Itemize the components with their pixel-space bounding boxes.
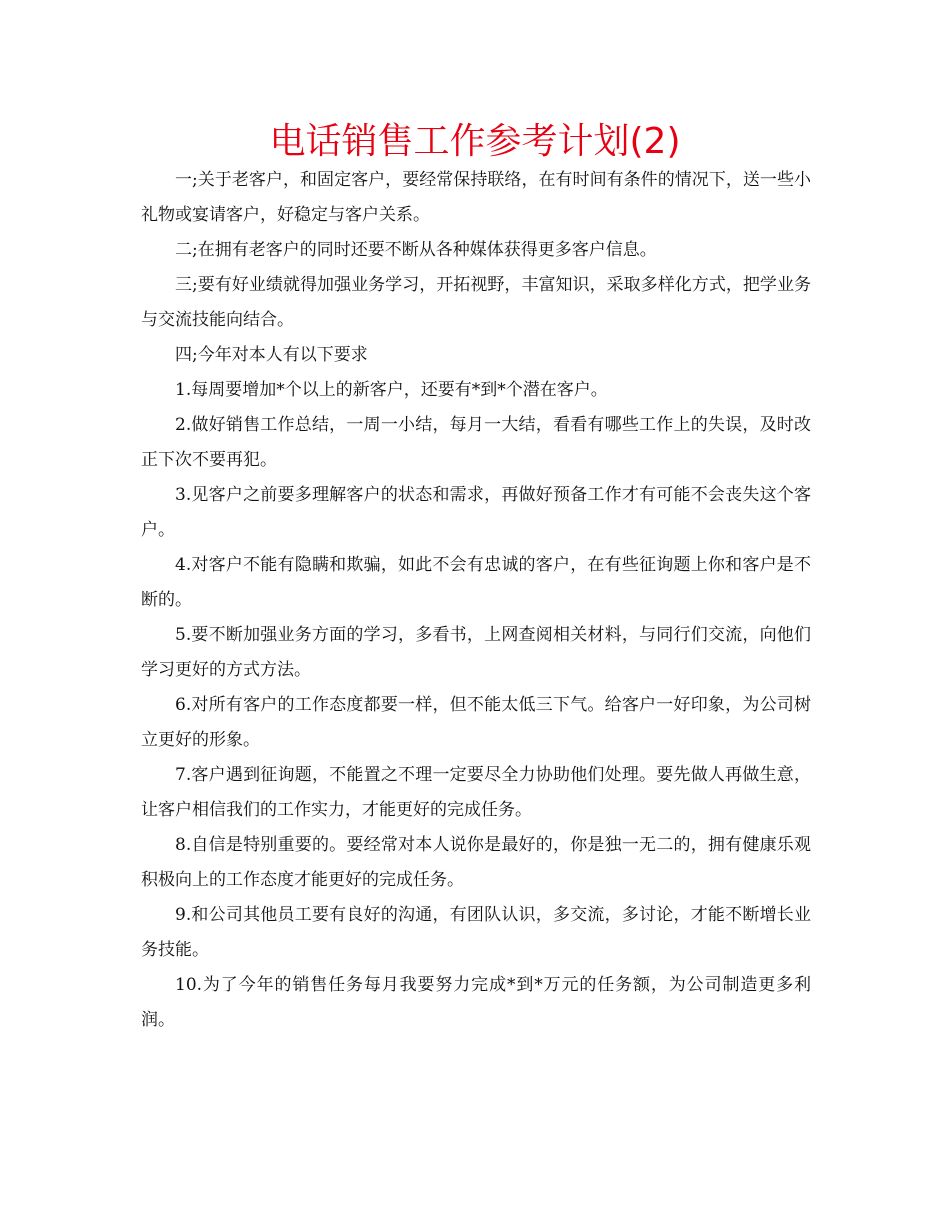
list-item-2: 2.做好销售工作总结，一周一小结，每月一大结，看看有哪些工作上的失误，及时改正下次不要再犯。 bbox=[141, 415, 811, 470]
list-item-9: 9.和公司其他员工要有良好的沟通，有团队认识，多交流，多讨论，才能不断增长业务技能。 bbox=[141, 905, 811, 960]
paragraph-3: 三;要有好业绩就得加强业务学习，开拓视野，丰富知识，采取多样化方式，把学业务与交流技能向结合。 bbox=[141, 275, 811, 330]
list-item-4: 4.对客户不能有隐瞒和欺骗，如此不会有忠诚的客户，在有些征询题上你和客户是不断的。 bbox=[141, 555, 811, 610]
list-item-8: 8.自信是特别重要的。要经常对本人说你是最好的，你是独一无二的，拥有健康乐观积极向上的工作态度才能更好的完成任务。 bbox=[141, 835, 811, 890]
list-item-1: 1.每周要增加*个以上的新客户，还要有*到*个潜在客户。 bbox=[175, 380, 608, 400]
document-body bbox=[141, 163, 811, 1038]
list-item-6: 6.对所有客户的工作态度都要一样，但不能太低三下气。给客户一好印象，为公司树立更好的形象。 bbox=[141, 695, 811, 750]
list-item-3: 3.见客户之前要多理解客户的状态和需求，再做好预备工作才有可能不会丧失这个客户。 bbox=[141, 485, 811, 540]
list-item-7: 7.客户遇到征询题，不能置之不理一定要尽全力协助他们处理。要先做人再做生意，让客户相信我们的工作实力，才能更好的完成任务。 bbox=[141, 765, 811, 820]
paragraph-1: 一;关于老客户，和固定客户，要经常保持联络，在有时间有条件的情况下，送一些小礼物或宴请客户，好稳定与客户关系。 bbox=[141, 170, 811, 225]
list-item-5: 5.要不断加强业务方面的学习，多看书，上网查阅相关材料，与同行们交流，向他们学习更好的方式方法。 bbox=[141, 625, 811, 680]
paragraph-2: 二;在拥有老客户的同时还要不断从各种媒体获得更多客户信息。 bbox=[175, 240, 657, 260]
paragraph-4: 四;今年对本人有以下要求 bbox=[175, 345, 368, 365]
document-title: 电话销售工作参考计划(2) bbox=[269, 121, 681, 162]
list-item-10: 10.为了今年的销售任务每月我要努力完成*到*万元的任务额，为公司制造更多利润。 bbox=[141, 975, 811, 1030]
